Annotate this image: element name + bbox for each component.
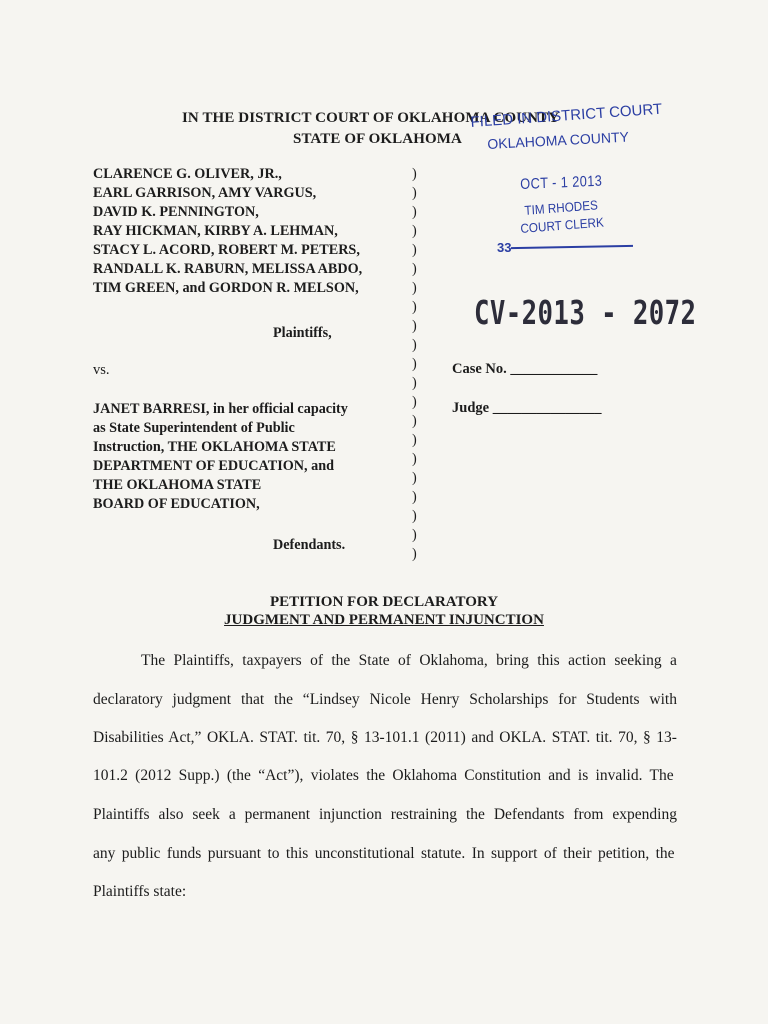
case-number-stamp: CV-2013 - 2072 <box>474 293 697 332</box>
body-line: declaratory judgment that the “Lindsey Nicole Henry Scholarships for Students with <box>93 691 677 708</box>
versus-label: vs. <box>93 362 110 378</box>
body-line: any public funds pursuant to this unconstitutional statute. In support of their petition, the <box>93 845 675 862</box>
filed-stamp-clerk-title: COURT CLERK <box>520 214 605 236</box>
paren: ) <box>412 166 417 182</box>
filed-stamp-line1: FILED IN DISTRICT COURT <box>470 100 663 131</box>
caption-parentheses <box>412 165 417 564</box>
defendant-line: DEPARTMENT OF EDUCATION, and <box>93 458 334 474</box>
plaintiffs-list <box>93 165 362 298</box>
filed-stamp-clerk-number: 33 <box>497 240 512 255</box>
plaintiff-line: RAY HICKMAN, KIRBY A. LEHMAN, <box>93 223 338 239</box>
body-line: The Plaintiffs, taxpayers of the State of Oklahoma, bring this action seeking a <box>141 652 677 669</box>
judge-field: Judge _______________ <box>452 400 602 416</box>
defendants-list <box>93 400 348 514</box>
body-line: Plaintiffs also seek a permanent injunction restraining the Defendants from expending <box>93 806 677 823</box>
filed-stamp-signature-line <box>511 245 633 249</box>
paren: ) <box>412 356 417 372</box>
defendant-line: BOARD OF EDUCATION, <box>93 496 260 512</box>
paren: ) <box>412 204 417 220</box>
plaintiff-line: RANDALL K. RABURN, MELISSA ABDO, <box>93 261 363 277</box>
paren: ) <box>412 451 417 467</box>
paren: ) <box>412 470 417 486</box>
court-heading-line2: STATE OF OKLAHOMA <box>293 131 462 147</box>
paren: ) <box>412 299 417 315</box>
defendant-line: Instruction, THE OKLAHOMA STATE <box>93 439 336 455</box>
court-heading-line1: IN THE DISTRICT COURT OF OKLAHOMA COUNTY <box>182 110 560 126</box>
paren: ) <box>412 394 417 410</box>
paren: ) <box>412 242 417 258</box>
plaintiffs-label: Plaintiffs, <box>273 325 332 341</box>
plaintiff-line: EARL GARRISON, AMY VARGUS, <box>93 185 317 201</box>
paren: ) <box>412 337 417 353</box>
plaintiff-line: TIM GREEN, and GORDON R. MELSON, <box>93 280 359 296</box>
paren: ) <box>412 508 417 524</box>
filed-stamp-clerk-name: TIM RHODES <box>524 197 599 218</box>
petition-title-line2: JUDGMENT AND PERMANENT INJUNCTION <box>224 612 544 628</box>
paren: ) <box>412 261 417 277</box>
paren: ) <box>412 489 417 505</box>
paren: ) <box>412 527 417 543</box>
paren: ) <box>412 546 417 562</box>
petition-title-line1: PETITION FOR DECLARATORY <box>269 594 499 610</box>
paren: ) <box>412 375 417 391</box>
paren: ) <box>412 280 417 296</box>
plaintiff-line: DAVID K. PENNINGTON, <box>93 204 259 220</box>
body-line: Disabilities Act,” OKLA. STAT. tit. 70, § 13-101.1 (2011) and OKLA. STAT. tit. 70, § 13- <box>93 729 677 746</box>
defendants-label: Defendants. <box>273 537 346 553</box>
body-line: 101.2 (2012 Supp.) (the “Act”), violates the Oklahoma Constitution and is invalid. The <box>93 767 674 784</box>
filed-stamp-line2: OKLAHOMA COUNTY <box>487 128 630 152</box>
paren: ) <box>412 413 417 429</box>
paren: ) <box>412 185 417 201</box>
filed-stamp-date: OCT - 1 2013 <box>520 172 603 193</box>
defendant-line: JANET BARRESI, in her official capacity <box>93 401 348 417</box>
defendant-line: THE OKLAHOMA STATE <box>93 477 262 493</box>
case-no-field: Case No. ____________ <box>452 361 598 377</box>
defendant-line: as State Superintendent of Public <box>93 420 295 436</box>
paren: ) <box>412 318 417 334</box>
plaintiff-line: CLARENCE G. OLIVER, JR., <box>93 166 282 182</box>
plaintiff-line: STACY L. ACORD, ROBERT M. PETERS, <box>93 242 360 258</box>
body-line: Plaintiffs state: <box>93 883 187 900</box>
paren: ) <box>412 432 417 448</box>
paren: ) <box>412 223 417 239</box>
